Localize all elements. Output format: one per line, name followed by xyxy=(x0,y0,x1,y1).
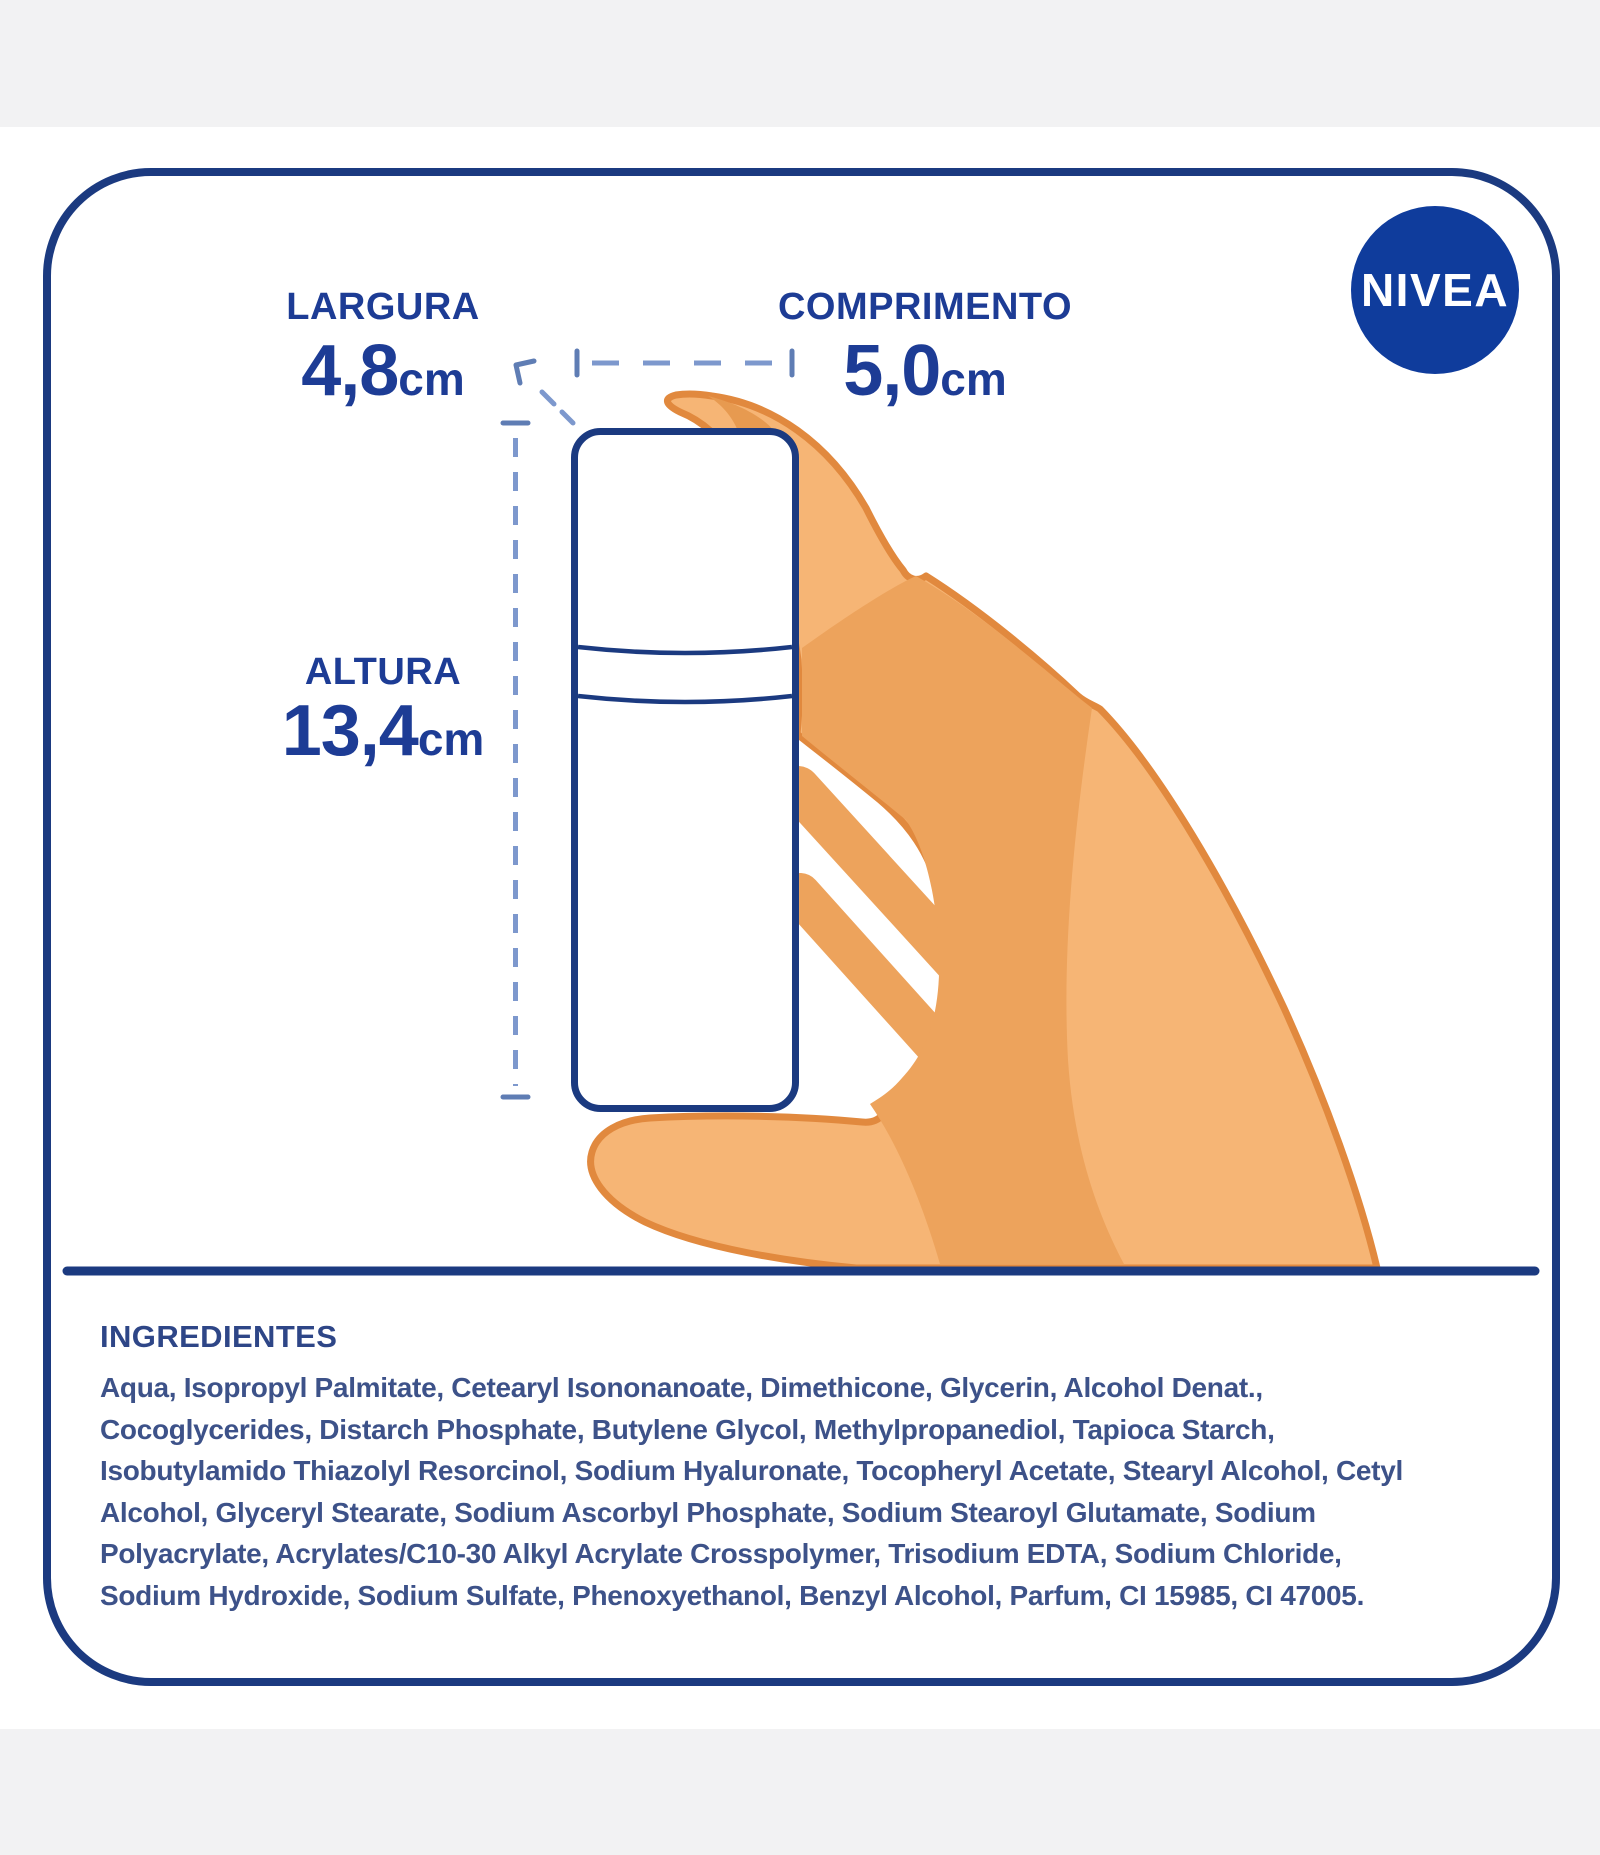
nivea-logo xyxy=(1351,206,1519,374)
ingredients-line: Alcohol, Glyceryl Stearate, Sodium Ascorbyl Phosphate, Sodium Stearoyl Glutamate, Sodium xyxy=(100,1496,1316,1528)
ingredients-line: Polyacrylate, Acrylates/C10-30 Alkyl Acrylate Crosspolymer, Trisodium EDTA, Sodium Chloride, xyxy=(100,1538,1342,1570)
ingredients-heading: INGREDIENTES xyxy=(100,1319,338,1354)
altura-number: 13,4 xyxy=(281,691,418,771)
ingredients-line: Sodium Hydroxide, Sodium Sulfate, Phenoxyethanol, Benzyl Alcohol, Parfum, CI 15985, CI 47005. xyxy=(100,1579,1365,1611)
product-bottle xyxy=(575,432,796,1109)
largura-dimension xyxy=(183,286,583,411)
altura-dimension xyxy=(183,651,583,771)
largura-number: 4,8 xyxy=(301,331,399,411)
comprimento-unit: cm xyxy=(940,353,1007,405)
altura-unit: cm xyxy=(417,713,485,765)
altura-label: ALTURA xyxy=(304,651,462,693)
nivea-logo-text: NIVEA xyxy=(1360,264,1510,316)
comprimento-label: COMPRIMENTO xyxy=(777,286,1073,328)
ingredients-line: Cocoglycerides, Distarch Phosphate, Butylene Glycol, Methylpropanediol, Tapioca Starch, xyxy=(100,1413,1275,1445)
ingredients-line: Aqua, Isopropyl Palmitate, Cetearyl Isononanoate, Dimethicone, Glycerin, Alcohol Denat., xyxy=(100,1372,1263,1404)
largura-value xyxy=(183,331,583,411)
largura-unit: cm xyxy=(398,353,465,405)
ingredients-section xyxy=(100,1318,1550,1616)
ingredients-list xyxy=(100,1367,1550,1616)
comprimento-value xyxy=(725,331,1125,411)
largura-dash xyxy=(562,412,573,423)
comprimento-dimension xyxy=(725,286,1125,411)
ingredients-line: Isobutylamido Thiazolyl Resorcinol, Sodium Hyaluronate, Tocopheryl Acetate, Stearyl Alcohol, Cetyl xyxy=(100,1455,1403,1487)
comprimento-number: 5,0 xyxy=(843,331,941,411)
altura-value xyxy=(183,691,583,771)
largura-label: LARGURA xyxy=(286,286,480,328)
bottle-body xyxy=(575,432,796,1109)
